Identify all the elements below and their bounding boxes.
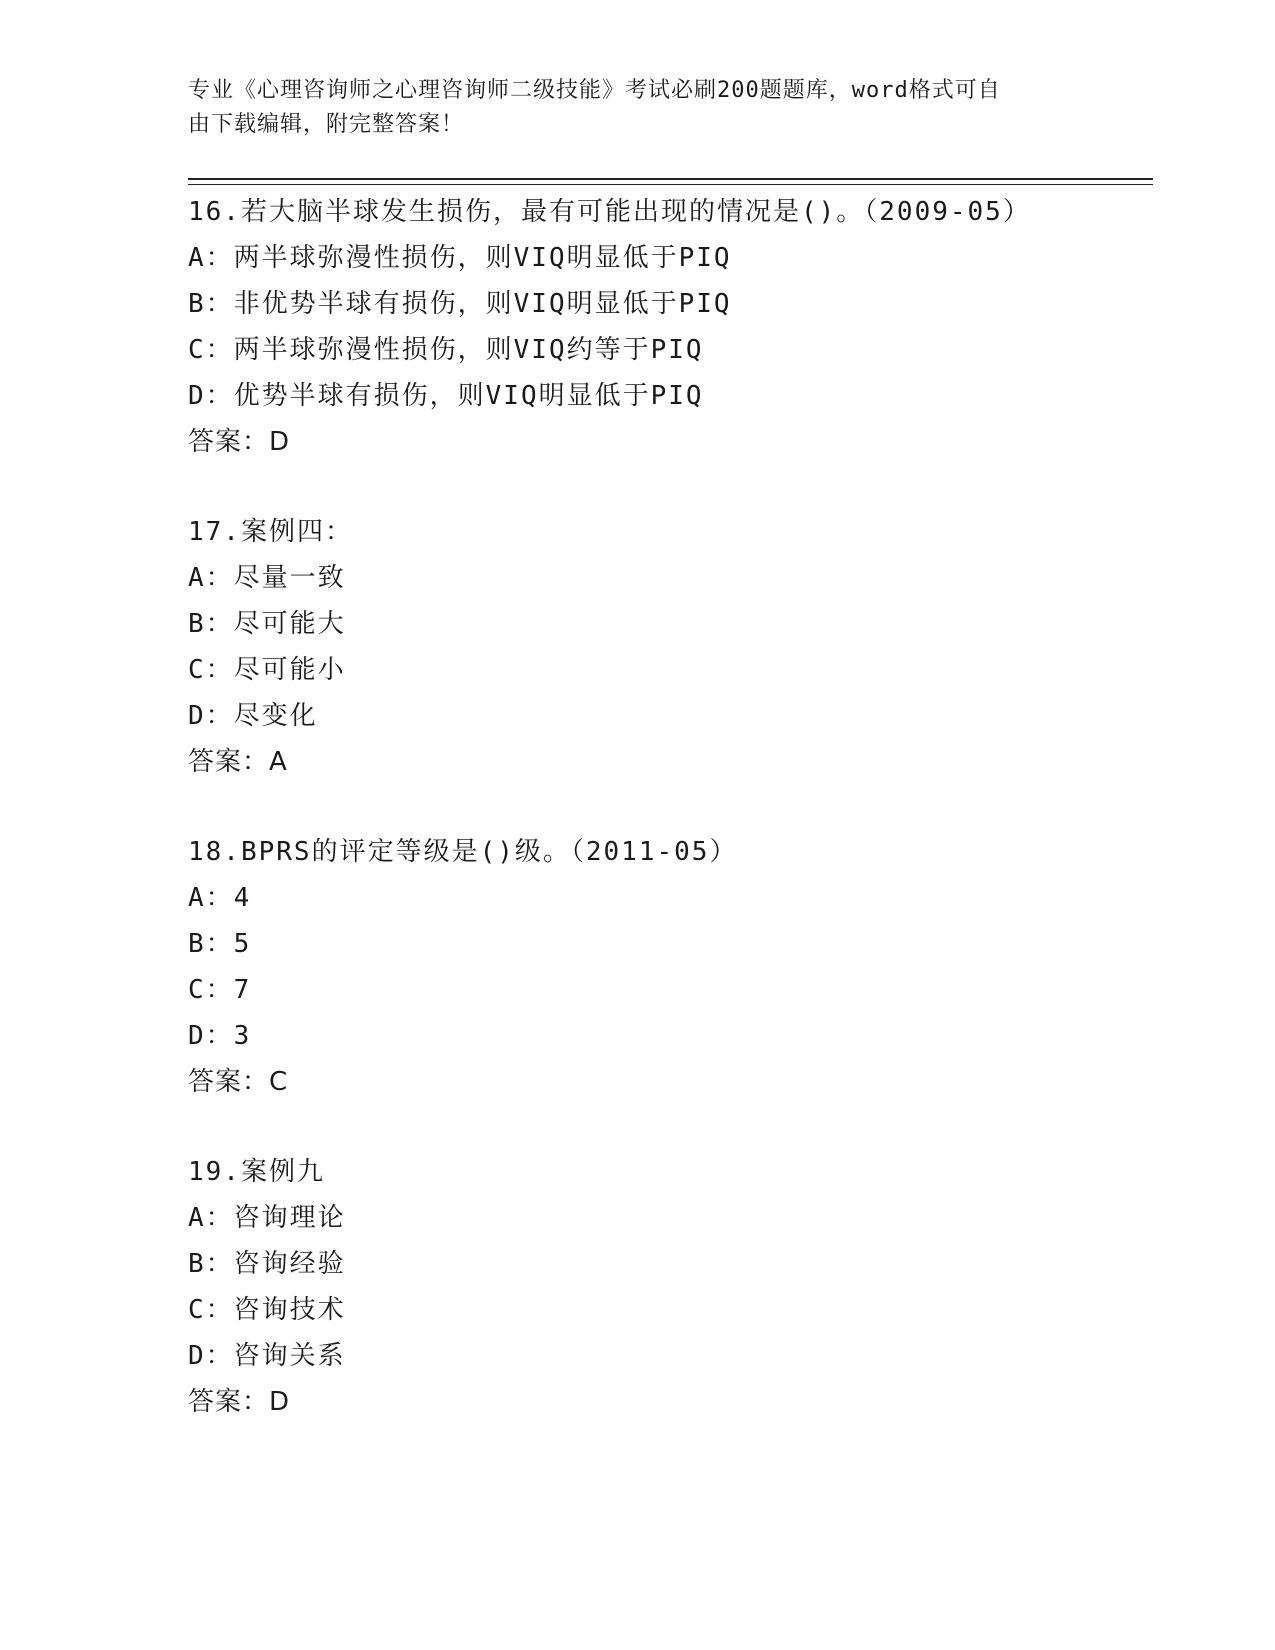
answer-line: 答案：D (188, 427, 291, 457)
question-stem: 19.案例九 (188, 1157, 325, 1187)
question-stem: 18.BPRS的评定等级是()级。（2011-05） (188, 837, 738, 867)
header-line-2: 由下载编辑，附完整答案！ (188, 112, 465, 137)
answer-line: 答案：C (188, 1067, 289, 1097)
question-list (188, 189, 1148, 1469)
question-16 (188, 189, 1148, 509)
question-19 (188, 1149, 1148, 1469)
answer-line: 答案：A (188, 747, 288, 777)
option-b: B：非优势半球有损伤，则VIQ明显低于PIQ (188, 289, 732, 319)
header-divider-thick (188, 178, 1153, 180)
question-17 (188, 509, 1148, 829)
option-d: D：3 (188, 1021, 252, 1051)
option-b: B：咨询经验 (188, 1249, 346, 1279)
option-c: C：7 (188, 975, 252, 1005)
option-c: C：咨询技术 (188, 1295, 346, 1325)
answer-line: 答案：D (188, 1387, 291, 1417)
option-a: A：4 (188, 883, 252, 913)
option-a: A：尽量一致 (188, 563, 346, 593)
option-d: D：咨询关系 (188, 1341, 346, 1371)
header-line-1: 专业《心理咨询师之心理咨询师二级技能》考试必刷200题题库，word格式可自 (188, 78, 1001, 103)
option-a: A：咨询理论 (188, 1203, 346, 1233)
question-stem: 17.案例四： (188, 517, 353, 547)
option-d: D：尽变化 (188, 701, 318, 731)
option-c: C：两半球弥漫性损伤，则VIQ约等于PIQ (188, 335, 704, 365)
option-c: C：尽可能小 (188, 655, 346, 685)
option-d: D：优势半球有损伤，则VIQ明显低于PIQ (188, 381, 704, 411)
option-a: A：两半球弥漫性损伤，则VIQ明显低于PIQ (188, 243, 732, 273)
document-header (188, 74, 1068, 142)
question-stem: 16.若大脑半球发生损伤，最有可能出现的情况是()。（2009-05） (188, 197, 1031, 227)
option-b: B：尽可能大 (188, 609, 346, 639)
header-divider-thin (188, 184, 1153, 185)
option-b: B：5 (188, 929, 252, 959)
question-18 (188, 829, 1148, 1149)
